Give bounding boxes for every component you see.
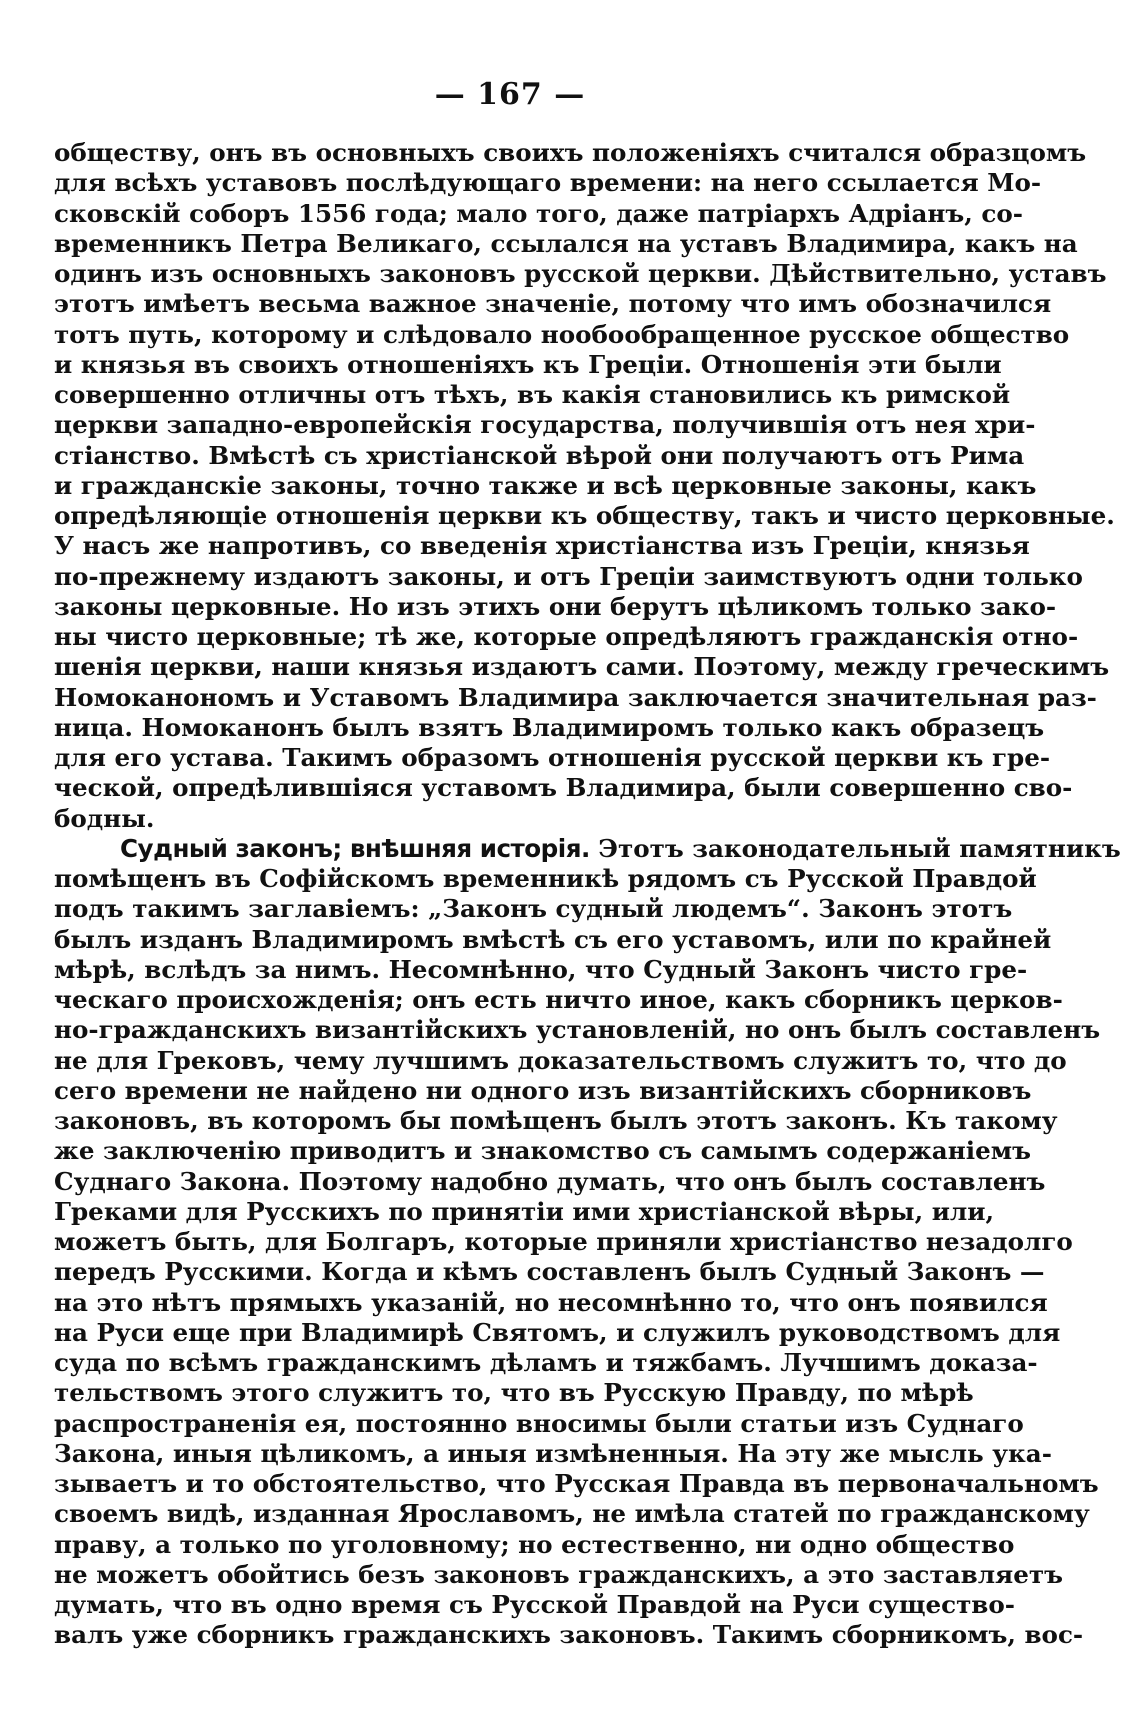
paragraph-2-first-line-text: Этотъ законодательный памятникъ (598, 833, 1121, 863)
document-page (54, 77, 1121, 1651)
text-line: по-прежнему издаютъ законы, и отъ Греціи заимствуютъ одни только (54, 561, 1083, 591)
text-line: распространенія ея, постоянно вносимы были статьи изъ Суднаго (54, 1408, 1024, 1438)
text-line: передъ Русскими. Когда и кѣмъ составленъ былъ Судный Законъ — (54, 1257, 1045, 1287)
text-line: тельствомъ этого служитъ то, что въ Русскую Правду, по мѣрѣ (54, 1378, 974, 1408)
text-line: зываетъ и то обстоятельство, что Русская Правда въ первоначальномъ (54, 1469, 1099, 1498)
text-line: мѣрѣ, вслѣдъ за нимъ. Несомнѣнно, что Судный Законъ чисто гре- (54, 954, 1028, 984)
text-line: но-гражданскихъ византійскихъ установленій, но онъ былъ составленъ (54, 1015, 1101, 1045)
text-line: этотъ имѣетъ весьма важное значеніе, потому что имъ обозначился (54, 289, 1052, 319)
text-line: на Руси еще при Владимирѣ Святомъ, и служилъ руководствомъ для (54, 1317, 1061, 1347)
text-line: суда по всѣмъ гражданскимъ дѣламъ и тяжбамъ. Лучшимъ доказа- (54, 1348, 1038, 1377)
text-line: для всѣхъ уставовъ послѣдующаго времени: на него ссылается Мо- (54, 168, 1042, 198)
text-line: Суднаго Закона. Поэтому надобно думать, что онъ былъ составленъ (54, 1166, 1046, 1196)
text-line: валъ уже сборникъ гражданскихъ законовъ. Такимъ сборникомъ, вос- (54, 1620, 1084, 1650)
paragraph-1 (54, 138, 1115, 834)
text-line: на это нѣтъ прямыхъ указаній, но несомнѣнно то, что онъ появился (54, 1287, 1048, 1317)
text-line: совершенно отличны отъ тѣхъ, въ какія становились къ римской (54, 380, 1011, 409)
text-line: ны чисто церковные; тѣ же, которые опредѣляютъ гражданскія отно- (54, 622, 1079, 651)
text-line: законы церковные. Но изъ этихъ они берутъ цѣликомъ только зако- (54, 591, 1057, 621)
text-line: Номоканономъ и Уставомъ Владимира заключается значительная раз- (54, 682, 1097, 712)
section-heading: Судный законъ; внѣшняя исторія. (120, 833, 590, 863)
text-line: и князья въ своихъ отношеніяхъ къ Греціи. Отношенія эти были (54, 349, 1002, 379)
text-line: бодны. (54, 803, 155, 833)
text-line: для его устава. Такимъ образомъ отношенія русской церкви къ гре- (54, 743, 1051, 772)
text-line: Закона, иныя цѣликомъ, а иныя измѣненныя. На эту же мысль ука- (54, 1438, 1052, 1468)
text-line: своемъ видѣ, изданная Ярославомъ, не имѣла статей по гражданскому (54, 1499, 1090, 1529)
text-line: шенія церкви, наши князья издаютъ сами. Поэтому, между греческимъ (54, 652, 1110, 682)
text-line: обществу, онъ въ основныхъ своихъ положеніяхъ считался образцомъ (54, 138, 1087, 167)
text-line: помѣщенъ въ Софійскомъ временникѣ рядомъ съ Русской Правдой (54, 864, 1037, 893)
text-line: опредѣляющіе отношенія церкви къ обществу, такъ и чисто церковные. (54, 501, 1115, 530)
text-line: церкви западно-европейскія государства, получившія отъ нея хри- (54, 410, 1036, 440)
text-line: ческой, опредѣлившіяся уставомъ Владимира, были совершенно сво- (54, 773, 1073, 803)
text-line: стіанство. Вмѣстѣ съ христіанской вѣрой они получаютъ отъ Рима (54, 440, 1025, 470)
text-line: же заключенію приводитъ и знакомство съ самымъ содержаніемъ (54, 1136, 1031, 1166)
text-line: подъ такимъ заглавіемъ: „Законъ судный людемъ“. Законъ этотъ (54, 894, 1013, 924)
text-line: ческаго происхожденія; онъ есть ничто иное, какъ сборникъ церков- (54, 985, 1063, 1014)
text-line: можетъ быть, для Болгаръ, которые приняли христіанство незадолго (54, 1227, 1073, 1256)
paragraph-2-first-line (54, 833, 1121, 864)
text-line: ница. Номоканонъ былъ взятъ Владимиромъ только какъ образецъ (54, 712, 1045, 742)
text-line: Греками для Русскихъ по принятіи ими христіанской вѣры, или, (54, 1196, 995, 1226)
text-line: и гражданскіе законы, точно также и всѣ церковные законы, какъ (54, 470, 1037, 500)
page-number: — 167 — (434, 77, 586, 112)
text-line: одинъ изъ основныхъ законовъ русской церкви. Дѣйствительно, уставъ (54, 259, 1107, 288)
text-line: не можетъ обойтись безъ законовъ гражданскихъ, а это заставляетъ (54, 1559, 1063, 1589)
text-line: праву, а только по уголовному; но естественно, ни одно общество (54, 1529, 1015, 1559)
text-line: думать, что въ одно время съ Русской Правдой на Руси существо- (54, 1590, 1016, 1619)
text-line: законовъ, въ которомъ бы помѣщенъ былъ этотъ законъ. Къ такому (54, 1106, 1058, 1135)
text-line: не для Грековъ, чему лучшимъ доказательствомъ служитъ то, что до (54, 1045, 1067, 1075)
text-line: былъ изданъ Владимиромъ вмѣстѣ съ его уставомъ, или по крайней (54, 924, 1052, 954)
text-line: У насъ же напротивъ, со введенія христіанства изъ Греціи, князья (54, 531, 1030, 561)
text-line: сего времени не найдено ни одного изъ византійскихъ сборниковъ (54, 1075, 1032, 1105)
paragraph-2 (54, 833, 1121, 1651)
text-line: временникъ Петра Великаго, ссылался на уставъ Владимира, какъ на (54, 228, 1078, 258)
text-line: тотъ путь, которому и слѣдовало нообообращенное русское общество (54, 319, 1070, 349)
text-line: сковскій соборъ 1556 года; мало того, даже патріархъ Адріанъ, со- (54, 198, 1024, 228)
